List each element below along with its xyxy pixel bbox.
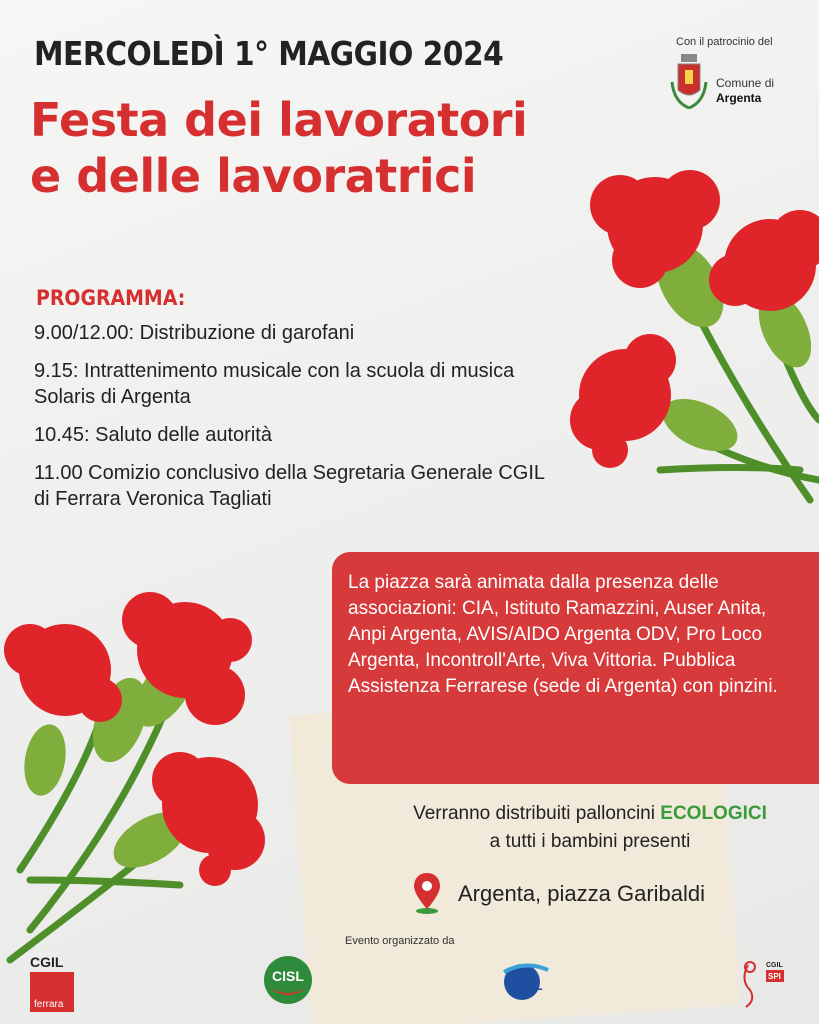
program-item: 9.15: Intrattenimento musicale con la scuola di musica Solaris di Argenta [34,360,515,408]
patronage-label: Con il patrocinio del [676,36,773,48]
balloons-highlight: ECOLOGICI [660,803,767,824]
spi-logo-sub: SPI [768,972,781,981]
program-item: 11.00 Comizio conclusivo della Segretaria Generale CGIL di Ferrara Veronica Tagliati [34,462,545,510]
event-title [30,92,527,204]
comune-crest-icon [668,52,710,112]
balloons-notice [360,800,819,856]
comune-line-1: Comune di [716,76,775,90]
balloons-text-before: Verranno distribuiti palloncini [413,803,655,824]
location-text: Argenta, piazza Garibaldi [458,881,706,906]
title-line-1: Festa dei lavoratori [30,93,528,147]
comune-name [716,76,774,106]
title-line-2: e delle lavoratrici [30,149,477,203]
cisl-logo [263,955,313,1005]
uil-logo [502,958,550,1004]
organizers-label: Evento organizzato da [345,935,455,947]
program-item: 9.00/12.00: Distribuzione di garofani [34,322,355,344]
program-heading: PROGRAMMA: [36,286,186,310]
spi-cgil-logo [738,955,788,1010]
uil-logo-text: UIL [520,977,543,993]
balloons-text-after: a tutti i bambini presenti [489,831,691,852]
cisl-logo-text: CISL [272,968,304,984]
event-date: MERCOLEDÌ 1° MAGGIO 2024 [34,34,504,73]
program-list [34,320,554,524]
cgil-ferrara-logo [30,954,74,1012]
spi-logo-text: CGIL [766,962,783,969]
map-pin-icon [412,871,442,915]
cgil-logo-sub: ferrara [34,999,64,1010]
cgil-logo-text: CGIL [30,954,64,970]
program-item: 10.45: Saluto delle autorità [34,424,272,446]
comune-line-2: Argenta [716,91,762,105]
associations-text: La piazza sarà animata dalla presenza delle associazioni: CIA, Istituto Ramazzini, Auser Anita, Anpi Argenta, AVIS/AIDO Argenta ODV, Pro Loco Argenta, Incontroll'Arte, Viva Vittoria. Pubblica Assistenza Ferrarese (sede di Argenta) con pinzini. [348,572,778,697]
